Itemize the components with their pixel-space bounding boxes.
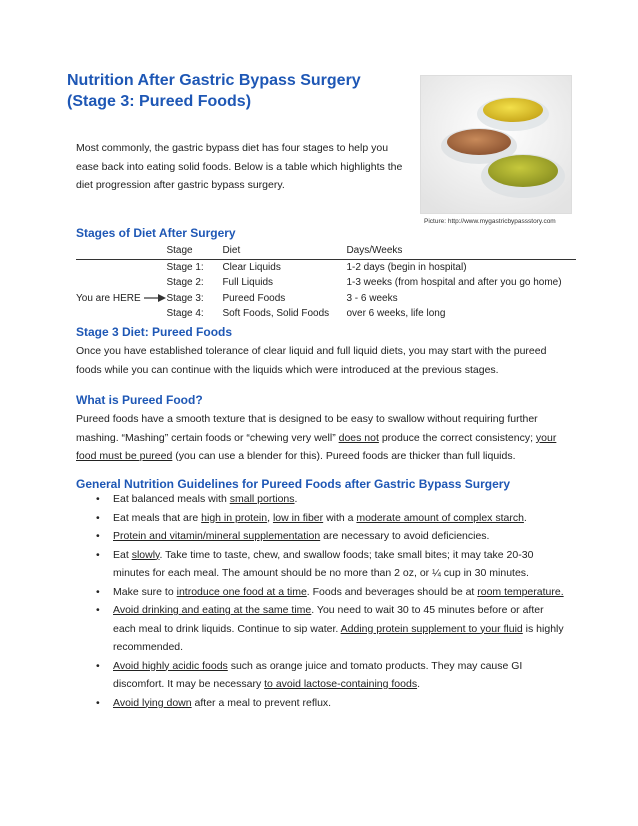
bullet-icon: • (96, 604, 100, 616)
guideline-item (76, 657, 566, 694)
photo-illustration (421, 76, 571, 213)
stage3-paragraph: Once you have established tolerance of clear liquid and full liquid diets, you may start with the pureed foods while you can continue with the liquids which were introduced at the previous stages. (76, 345, 547, 376)
bullet-icon: • (96, 659, 100, 672)
underlined-text: room temperature. (477, 585, 564, 598)
bullet-icon: • (96, 530, 100, 542)
table-row (76, 306, 576, 322)
text-run: is highly recommended. (113, 622, 564, 653)
row-diet: Clear Liquids (222, 261, 281, 273)
row-diet: Full Liquids (222, 277, 274, 289)
text-run: . Take time to taste, chew, and swallow foods; take small bites; it may take 20-30 minutes for each meal. The amount should be no more than 2 oz, or ¼ cup in 30 minutes. (113, 548, 534, 579)
text-run: (you can use a blender for this). Pureed foods are thicker than full liquids. (172, 450, 516, 462)
row-days: over 6 weeks, life long (346, 308, 446, 320)
underlined-text: Adding protein supplement to your fluid (340, 622, 523, 635)
underlined-text: Avoid lying down (113, 696, 192, 709)
table-row (76, 259, 576, 275)
guideline-item (76, 694, 566, 713)
row-marker (76, 275, 166, 291)
you-are-here-label: You are HERE (76, 292, 141, 304)
row-stage: Stage 1: (166, 261, 204, 273)
stages-table (76, 243, 576, 322)
text-run: , (267, 511, 273, 524)
pureed-foods-photo (420, 75, 572, 214)
underlined-text: Avoid drinking and eating at the same time (113, 604, 312, 616)
table-row (76, 275, 576, 291)
document-title (67, 70, 407, 112)
underlined-text: Avoid highly acidic foods (113, 659, 228, 672)
pureed-food-heading: What is Pureed Food? (76, 393, 203, 407)
header-diet: Diet (222, 243, 346, 259)
title-line-1: Nutrition After Gastric Bypass Surgery (67, 72, 361, 89)
underlined-text: high in protein (201, 511, 268, 524)
header-stage: Stage (166, 243, 222, 259)
guidelines-heading: General Nutrition Guidelines for Pureed Foods after Gastric Bypass Surgery (76, 477, 511, 491)
bullet-icon: • (96, 493, 100, 505)
title-line-2: (Stage 3: Pureed Foods) (67, 93, 252, 110)
text-run: . You need to wait 30 to 45 minutes before or after each meal to drink liquids. Continue to sip water. (113, 604, 544, 635)
row-days: 1-2 days (begin in hospital) (346, 261, 467, 273)
bullet-icon: • (96, 548, 100, 561)
guideline-item (76, 583, 566, 602)
table-header-row (76, 243, 576, 259)
header-empty-cell (76, 243, 166, 259)
row-diet: Pureed Foods (222, 292, 286, 304)
row-stage: Stage 3: (166, 292, 204, 304)
underlined-text: slowly (131, 548, 160, 561)
intro-paragraph: Most commonly, the gastric bypass diet has four stages to help you ease back into eating solid foods. Below is a table which highlights the diet progression after gastric bypass surgery. (76, 142, 403, 191)
row-stage: Stage 4: (166, 308, 204, 320)
underlined-text: does not (338, 431, 379, 444)
row-days: 1-3 weeks (from hospital and after you go home) (346, 277, 562, 289)
guideline-item (76, 509, 566, 528)
row-stage: Stage 2: (166, 277, 204, 289)
text-run: Eat (113, 548, 132, 561)
row-marker (76, 306, 166, 322)
text-run: Pureed foods have a smooth texture that is designed to be easy to swallow without requiring further mashing. “Mashing” certain foods or “chewing very well” (76, 413, 538, 444)
underlined-text: your food must be pureed (76, 431, 557, 462)
guideline-item (76, 601, 566, 657)
underlined-text: Protein and vitamin/mineral supplementation (113, 530, 321, 542)
underlined-text: low in fiber (272, 511, 324, 524)
text-run: produce the correct consistency; (378, 431, 536, 444)
bullet-icon: • (96, 511, 100, 524)
underlined-text: introduce one food at a time (176, 585, 307, 598)
stage3-heading: Stage 3 Diet: Pureed Foods (76, 325, 233, 339)
row-days: 3 - 6 weeks (346, 292, 398, 304)
guideline-item (76, 546, 566, 583)
underlined-text: small portions (229, 493, 295, 505)
row-diet: Soft Foods, Solid Foods (222, 308, 330, 320)
text-run: Make sure to (113, 585, 177, 598)
guideline-item (76, 490, 566, 509)
table-row-current (76, 291, 576, 307)
bullet-icon: • (96, 696, 100, 709)
pureed-food-paragraph (76, 410, 566, 466)
guidelines-list (76, 490, 566, 712)
text-run: . (417, 678, 420, 690)
text-run: . Foods and beverages should be at (306, 585, 478, 598)
text-run: Eat balanced meals with (113, 493, 230, 505)
row-marker (76, 291, 166, 307)
text-run: after a meal to prevent reflux. (191, 696, 332, 709)
guideline-item (76, 527, 566, 546)
underlined-text: moderate amount of complex starch (356, 511, 524, 524)
stages-heading: Stages of Diet After Surgery (76, 226, 236, 240)
bullet-icon: • (96, 585, 100, 598)
arrow-right-icon (144, 294, 166, 302)
text-run: with a (323, 511, 357, 524)
text-run: . (523, 511, 527, 524)
row-marker (76, 259, 166, 275)
header-days: Days/Weeks (346, 243, 576, 259)
text-run: Eat meals that are (113, 511, 202, 524)
text-run: . (294, 493, 298, 505)
text-run: are necessary to avoid deficiencies. (320, 530, 490, 542)
photo-caption: Picture: http://www.mygastricbypassstory.com (424, 218, 556, 225)
underlined-text: to avoid lactose-containing foods (264, 678, 418, 690)
text-run: such as orange juice and tomato products. They may cause GI discomfort. It may be necessary (113, 659, 523, 690)
